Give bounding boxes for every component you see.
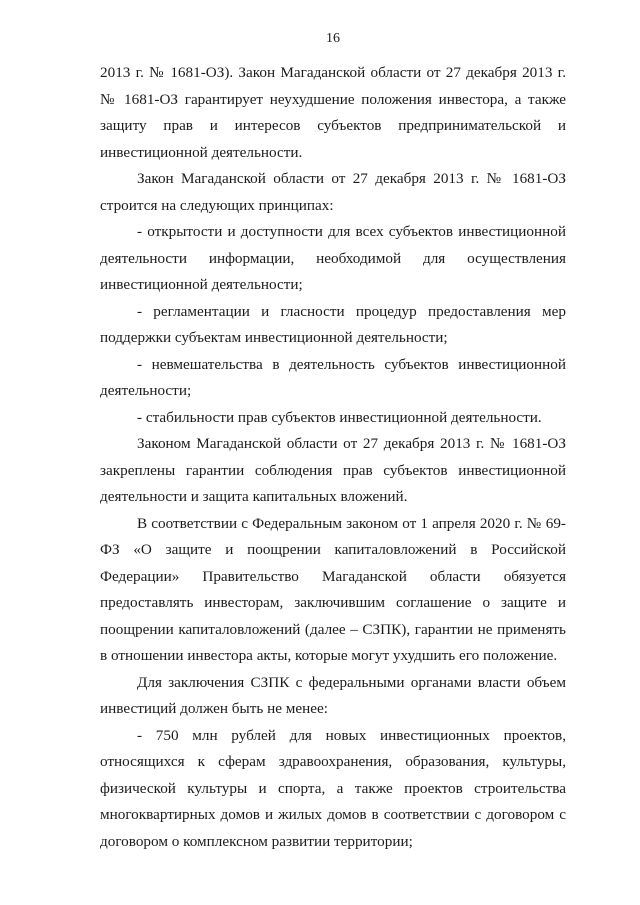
body-text	[100, 60, 566, 855]
page-number: 16	[326, 31, 340, 46]
paragraph-1: 2013 г. № 1681-ОЗ). Закон Магаданской области от 27 декабря 2013 г. № 1681-ОЗ гарантирует неухудшение положения инвестора, а также защиту прав и интересов субъектов предпринимательской и инвестиционной деятельности.	[100, 64, 566, 161]
paragraph-2: Закон Магаданской области от 27 декабря 2013 г. № 1681-ОЗ строится на следующих принципах:	[100, 170, 566, 214]
paragraph-federal-law: В соответствии с Федеральным законом от 1 апреля 2020 г. № 69-ФЗ «О защите и поощрении капиталовложений в Российской Федерации» Правительство Магаданской области обязуется предоставлять инвесторам, заключившим соглашение о защите и поощрении капиталовложений (далее – СЗПК), гарантии не применять в отношении инвестора акты, которые могут ухудшить его положение.	[100, 514, 566, 664]
document-page	[100, 0, 566, 905]
list-item-non-interference: - невмешательства в деятельность субъектов инвестиционной деятельности;	[100, 355, 566, 399]
list-item-regulation: - регламентации и гласности процедур предоставления мер поддержки субъектам инвестиционной деятельности;	[100, 302, 566, 346]
list-item-stability: - стабильности прав субъектов инвестиционной деятельности.	[137, 408, 542, 426]
paragraph-szpk-conditions: Для заключения СЗПК с федеральными органами власти объем инвестиций должен быть не менее:	[100, 673, 566, 717]
list-item-750-mln: - 750 млн рублей для новых инвестиционных проектов, относящихся к сферам здравоохранения, образования, культуры, физической культуры и спорта, а также проектов строительства многоквартирных домов и жилых домов в соответствии с договором с договором о комплексном развитии территории;	[100, 726, 566, 850]
paragraph-guarantees: Законом Магаданской области от 27 декабря 2013 г. № 1681-ОЗ закреплены гарантии соблюдения прав субъектов инвестиционной деятельности и защита капитальных вложений.	[100, 435, 566, 505]
list-item-openness: - открытости и доступности для всех субъектов инвестиционной деятельности информации, необходимой для осуществления инвестиционной деятельности;	[100, 223, 566, 293]
